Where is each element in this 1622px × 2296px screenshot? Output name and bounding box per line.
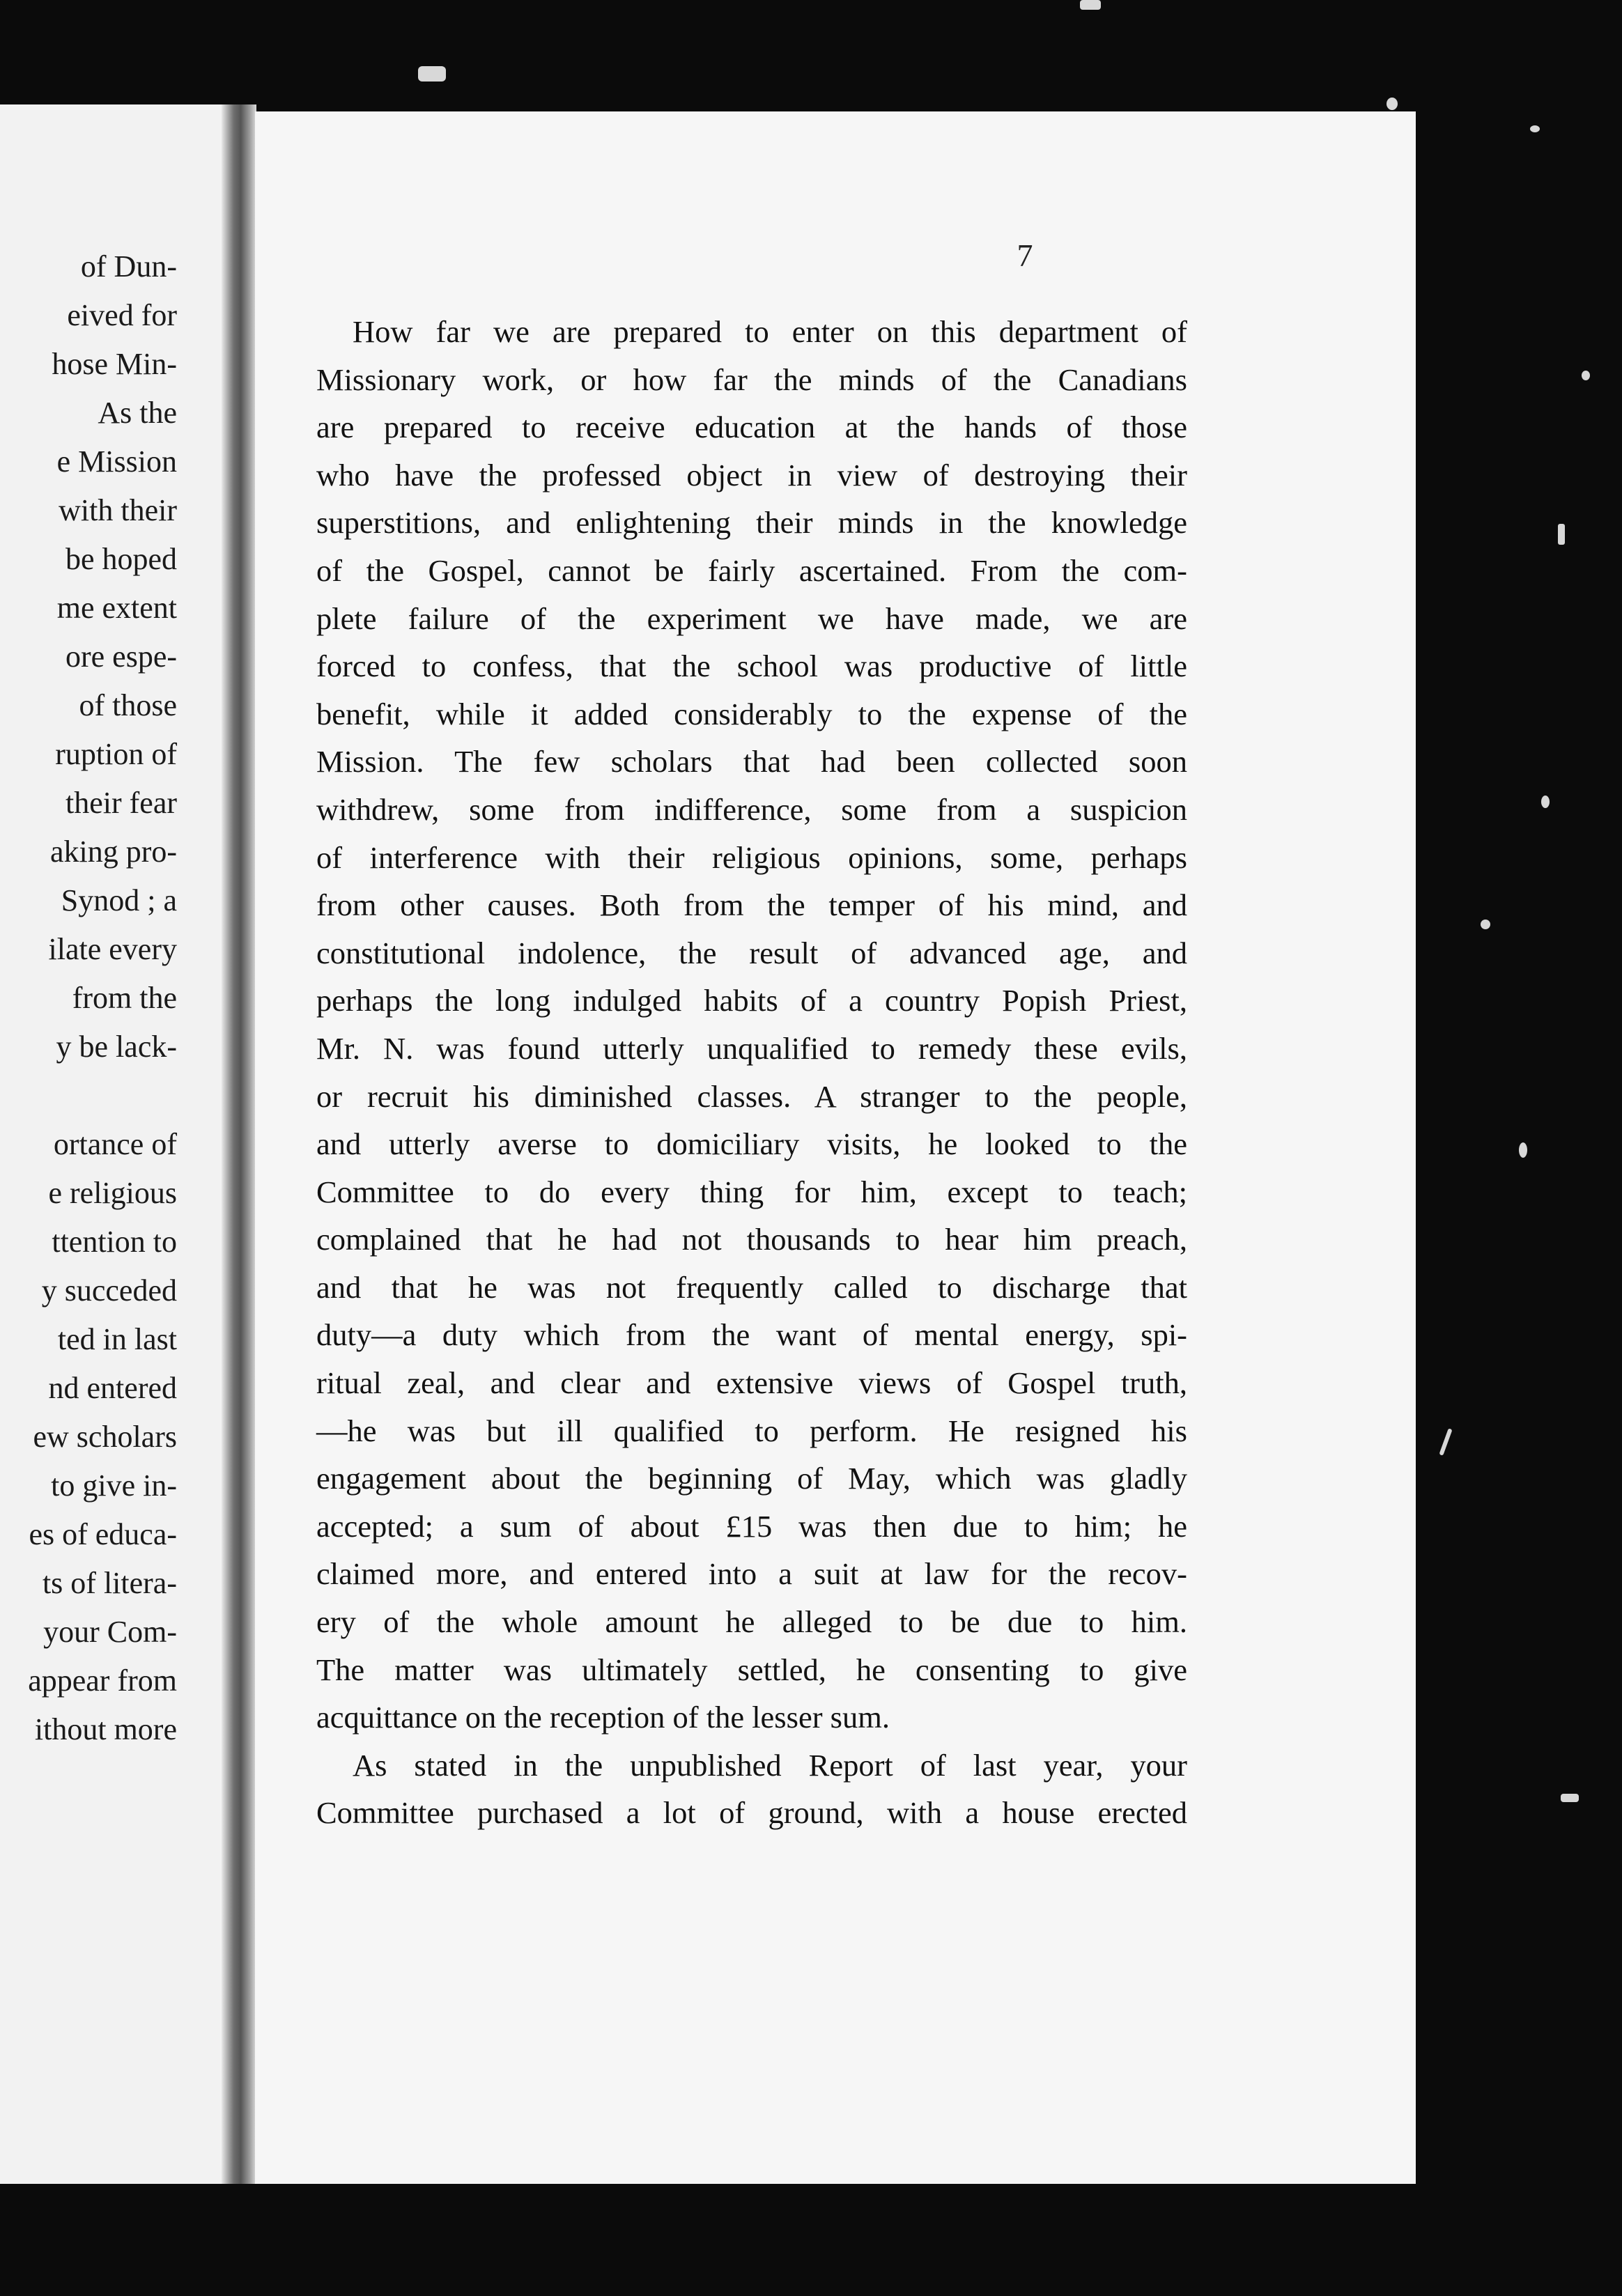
text-line: The matter was ultimately settled, he consenting to give xyxy=(316,1652,1187,1687)
text-line: acquittance on the reception of the lesser sum. xyxy=(316,1700,890,1735)
text-line: How far we are prepared to enter on this department of xyxy=(353,314,1187,349)
left-line: hose Min- xyxy=(52,347,177,381)
text-line: —he was but ill qualified to perform. He resigned his xyxy=(316,1413,1187,1448)
left-line: ts of litera- xyxy=(42,1566,177,1600)
book-gutter xyxy=(222,104,256,2184)
left-line: e religious xyxy=(48,1176,177,1210)
text-line: Committee purchased a lot of ground, with a house erected xyxy=(316,1795,1187,1831)
left-line: appear from xyxy=(28,1663,177,1698)
left-line: eived for xyxy=(67,298,177,332)
text-line: and utterly averse to domiciliary visits, he looked to the xyxy=(316,1126,1187,1162)
text-line: Missionary work, or how far the minds of the Canadians xyxy=(316,362,1187,397)
left-line: ithout more xyxy=(34,1712,177,1746)
left-line: y succeded xyxy=(41,1273,177,1308)
left-line: ilate every xyxy=(48,932,177,966)
scan-speck xyxy=(1080,0,1101,10)
text-line: duty—a duty which from the want of mental energy, spi- xyxy=(316,1317,1187,1353)
scan-speck xyxy=(1541,796,1550,808)
left-line: to give in- xyxy=(51,1468,177,1503)
text-line: of interference with their religious opinions, some, perhaps xyxy=(316,839,1187,875)
left-line: be hoped xyxy=(65,542,177,576)
left-line: nd entered xyxy=(48,1371,177,1405)
left-line: ew scholars xyxy=(33,1420,177,1454)
left-line: As the xyxy=(98,396,177,430)
left-line: with their xyxy=(59,493,177,527)
text-line: forced to confess, that the school was productive of little xyxy=(316,649,1187,684)
left-line: of Dun- xyxy=(80,249,177,284)
scan-speck xyxy=(1558,524,1565,545)
text-line: are prepared to receive education at the hands of those xyxy=(316,410,1187,445)
text-line: claimed more, and entered into a suit at law for the recov- xyxy=(316,1556,1187,1592)
left-line: ted in last xyxy=(57,1322,177,1356)
left-line: aking pro- xyxy=(49,835,177,869)
scan-speck xyxy=(1439,1428,1452,1456)
text-line: and that he was not frequently called to discharge that xyxy=(316,1269,1187,1305)
text-line: constitutional indolence, the result of advanced age, and xyxy=(316,935,1187,970)
text-line: benefit, while it added considerably to the expense of the xyxy=(316,696,1187,731)
left-line: their fear xyxy=(65,786,177,820)
left-line: from the xyxy=(72,981,177,1015)
text-line: ery of the whole amount he alleged to be due to him. xyxy=(316,1604,1187,1640)
left-line: ttention to xyxy=(52,1225,177,1259)
left-line: me extent xyxy=(56,591,177,625)
left-line: Synod ; a xyxy=(61,883,177,917)
left-page-text xyxy=(28,242,177,1754)
scan-speck xyxy=(1530,125,1540,132)
scan-speck xyxy=(1561,1794,1579,1802)
text-line: perhaps the long indulged habits of a country Popish Priest, xyxy=(316,983,1187,1018)
left-line: your Com- xyxy=(43,1615,177,1649)
text-line: Mr. N. was found utterly unqualified to remedy these evils, xyxy=(316,1030,1187,1066)
scan-speck xyxy=(1387,98,1398,110)
left-page xyxy=(0,104,231,2184)
text-line: who have the professed object in view of destroying their xyxy=(316,457,1187,492)
left-line: e Mission xyxy=(56,444,177,479)
scan-speck xyxy=(418,66,446,82)
text-line: Committee to do every thing for him, except to teach; xyxy=(316,1174,1187,1209)
text-line: or recruit his diminished classes. A stranger to the people, xyxy=(316,1078,1187,1114)
page-number: 7 xyxy=(1017,238,1033,273)
text-line: Mission. The few scholars that had been collected soon xyxy=(316,744,1187,779)
text-line: accepted; a sum of about £15 was then due to him; he xyxy=(316,1508,1187,1544)
left-line: ore espe- xyxy=(65,639,177,674)
text-line: As stated in the unpublished Report of last year, your xyxy=(353,1747,1187,1783)
text-line: ritual zeal, and clear and extensive views of Gospel truth, xyxy=(316,1365,1187,1401)
left-line: es of educa- xyxy=(29,1517,177,1551)
left-line: of those xyxy=(79,688,177,722)
left-line: ortance of xyxy=(53,1127,177,1161)
text-line: from other causes. Both from the temper of his mind, and xyxy=(316,887,1187,923)
right-page-text xyxy=(316,308,1187,1837)
scan-speck xyxy=(1481,920,1490,929)
text-line: withdrew, some from indifference, some from a suspicion xyxy=(316,791,1187,827)
scan-speck xyxy=(1519,1142,1527,1158)
right-page xyxy=(255,111,1416,2184)
text-line: plete failure of the experiment we have made, we are xyxy=(316,600,1187,636)
left-line: y be lack- xyxy=(56,1030,177,1064)
left-line: ruption of xyxy=(55,737,177,771)
text-line: of the Gospel, cannot be fairly ascertained. From the com- xyxy=(316,552,1187,588)
text-line: superstitions, and enlightening their minds in the knowledge xyxy=(316,505,1187,541)
left-line-gap xyxy=(28,1071,177,1120)
text-line: complained that he had not thousands to hear him preach, xyxy=(316,1222,1187,1257)
scan-speck xyxy=(1582,371,1590,380)
text-line: engagement about the beginning of May, which was gladly xyxy=(316,1461,1187,1496)
